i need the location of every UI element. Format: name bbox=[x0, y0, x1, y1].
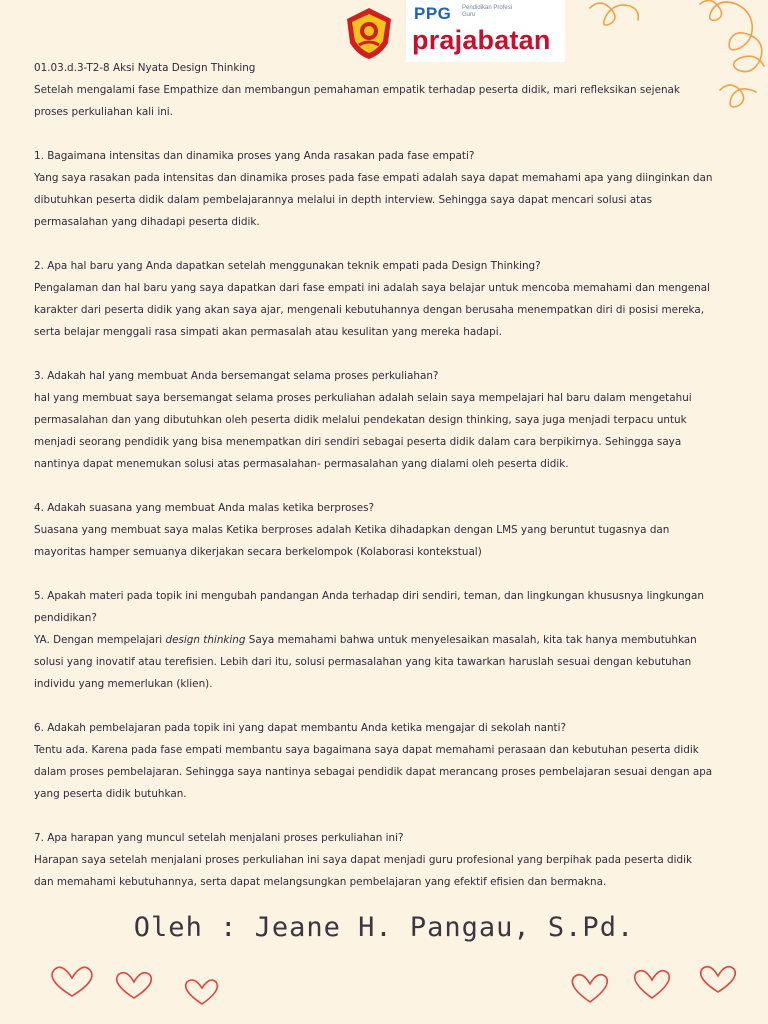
answer-5: individu yang memerlukan (klien). bbox=[34, 678, 213, 690]
answer-5: solusi yang inovatif atau terefisien. Lebih dari itu, solusi permasalahan yang kita tawarkan haruslah sesuai dengan kebutuhan bbox=[34, 656, 692, 668]
answer-4: mayoritas hamper semuanya dikerjakan secara berkelompok (Kolaborasi kontekstual) bbox=[34, 546, 482, 558]
question-7: 7. Apa harapan yang muncul setelah menjalani proses perkuliahan ini? bbox=[34, 832, 404, 844]
answer-2: karakter dari peserta didik yang akan saya ajar, mengenali kebutuhannya dengan berusaha menempatkan diri di posisi mereka, bbox=[34, 304, 705, 316]
author-signature: Oleh : Jeane H. Pangau, S.Pd. bbox=[133, 912, 635, 943]
intro-text: proses perkuliahan kali ini. bbox=[34, 106, 173, 118]
answer-6: Tentu ada. Karena pada fase empati membantu saya bagaimana saya dapat memahami perasaan dan kebutuhan peserta didik bbox=[34, 744, 699, 756]
answer-2: Pengalaman dan hal baru yang saya dapatkan dari fase empati ini adalah saya belajar untuk mencoba memahami dan mengenal bbox=[34, 282, 711, 294]
answer-2: serta belajar menggali rasa simpati akan permasalah atau kesulitan yang mereka hadapi. bbox=[34, 326, 502, 338]
ppg-subtitle: Pendidikan Profesi Guru bbox=[462, 5, 513, 18]
question-5: 5. Apakah materi pada topik ini mengubah pandangan Anda terhadap diri sendiri, teman, dan lingkungan khususnya lingkungan bbox=[34, 590, 704, 602]
ppg-prajabatan-logo bbox=[406, 0, 565, 62]
document-title: 01.03.d.3-T2-8 Aksi Nyata Design Thinking bbox=[34, 62, 256, 74]
heart-decoration-icon bbox=[117, 973, 152, 998]
answer-3: hal yang membuat saya bersemangat selama proses perkuliahan adalah selain saya mempelajari hal baru dalam mengetahui bbox=[34, 392, 692, 404]
answer-7: Harapan saya setelah menjalani proses perkuliahan ini saya dapat menjadi guru profesional yang berpihak pada peserta didik bbox=[34, 854, 693, 866]
question-1: 1. Bagaimana intensitas dan dinamika proses yang Anda rasakan pada fase empati? bbox=[34, 150, 475, 162]
answer-6: yang peserta didik butuhkan. bbox=[34, 788, 187, 800]
question-4: 4. Adakah suasana yang membuat Anda malas ketika berproses? bbox=[34, 502, 375, 514]
answer-3: permasalahan dan yang dibutuhkan oleh peserta didik melalui pendekatan design thinking, saya juga menjadi terpacu untuk bbox=[34, 414, 687, 426]
heart-decoration-icon bbox=[572, 975, 607, 1002]
answer-5-emphasis: design thinking bbox=[165, 634, 246, 646]
answer-1: dibutuhkan peserta didik dalam pembelajarannya melalui in depth interview. Sehingga saya dapat mencari solusi atas bbox=[34, 194, 653, 206]
prajabatan-label: prajabatan bbox=[412, 25, 551, 55]
heart-decoration-icon bbox=[52, 967, 92, 996]
question-6: 6. Adakah pembelajaran pada topik ini yang dapat membantu Anda ketika mengajar di sekolah nanti? bbox=[34, 722, 567, 734]
answer-4: Suasana yang membuat saya malas Ketika berproses adalah Ketika dihadapkan dengan LMS yang beruntut tugasnya dan bbox=[34, 524, 670, 536]
heart-decoration-icon bbox=[701, 967, 736, 992]
answer-1: Yang saya rasakan pada intensitas dan dinamika proses pada fase empati adalah saya dapat memahami apa yang diinginkan dan bbox=[34, 172, 713, 184]
answer-5-post: Saya memahami bahwa untuk menyelesaikan masalah, kita tak hanya membutuhkan bbox=[245, 634, 697, 646]
question-5: pendidikan? bbox=[34, 612, 97, 624]
intro-text: Setelah mengalami fase Empathize dan membangun pemahaman empatik terhadap peserta didik, mari refleksikan sejenak bbox=[34, 84, 680, 96]
university-logo-icon bbox=[341, 5, 397, 61]
question-3: 3. Adakah hal yang membuat Anda bersemangat selama proses perkuliahan? bbox=[34, 370, 439, 382]
answer-5-pre: YA. Dengan mempelajari bbox=[34, 634, 166, 646]
answer-3: nantinya dapat menemukan solusi atas permasalahan- permasalahan yang dialami oleh peserta didik. bbox=[34, 458, 569, 470]
heart-decoration-icon bbox=[186, 980, 218, 1004]
hearts-decoration bbox=[0, 940, 768, 1024]
ppg-label: PPG bbox=[414, 4, 452, 23]
answer-7: dan memahami kebutuhannya, serta dapat melangsungkan pembelajaran yang efektif efisien dan bermakna. bbox=[34, 876, 607, 888]
heart-decoration-icon bbox=[635, 971, 670, 998]
question-2: 2. Apa hal baru yang Anda dapatkan setelah menggunakan teknik empati pada Design Thinking? bbox=[34, 260, 541, 272]
answer-3: menjadi seorang pendidik yang bisa menempatkan diri sendiri sebagai peserta didik dalam cara berpikirnya. Sehingga saya bbox=[34, 436, 682, 448]
answer-6: dalam proses pembelajaran. Sehingga saya nantinya sebagai pendidik dapat merancang proses pembelajaran sesuai dengan apa bbox=[34, 766, 713, 778]
answer-5 bbox=[34, 629, 746, 651]
document-body bbox=[34, 57, 746, 893]
answer-1: permasalahan yang dihadapi peserta didik. bbox=[34, 216, 260, 228]
